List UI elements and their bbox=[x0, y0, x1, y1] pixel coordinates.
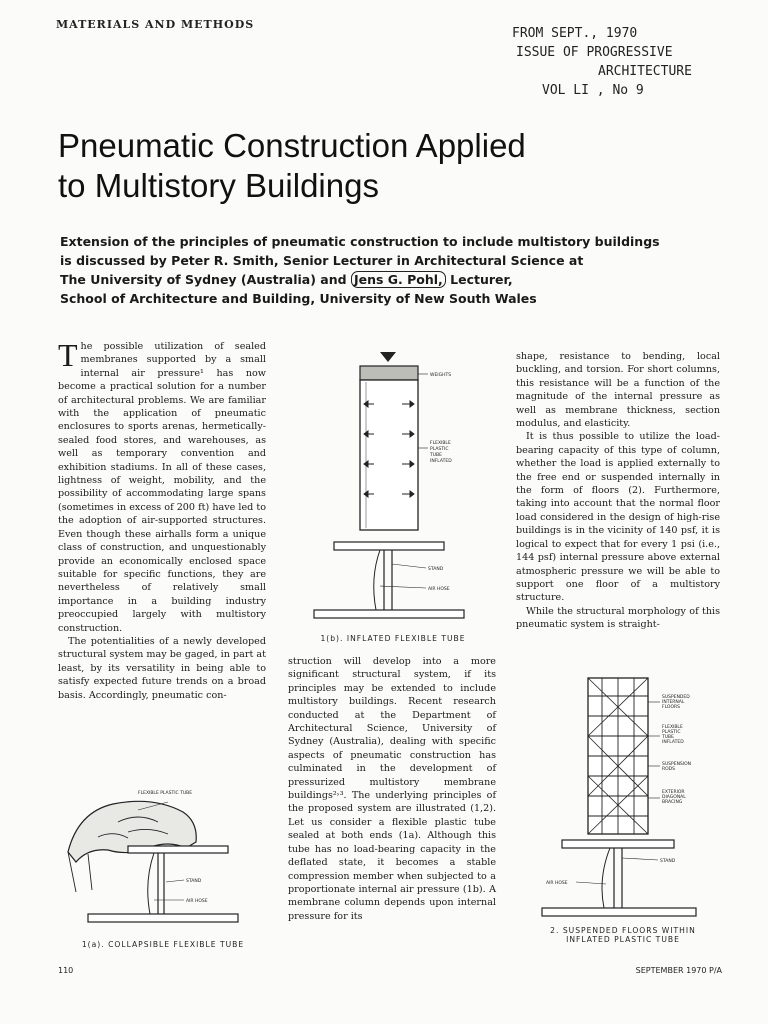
paragraph: While the structural morphology of this pneumatic system is straight- bbox=[516, 605, 720, 631]
title-line: Pneumatic Construction Applied bbox=[58, 127, 526, 164]
annotation-line: FROM SEPT., 1970 bbox=[512, 26, 638, 41]
figure-label: WEIGHTS bbox=[430, 373, 452, 378]
article-subtitle bbox=[60, 232, 720, 308]
figure-label: PLASTIC bbox=[430, 447, 449, 452]
paragraph: struction will develop into a more significant structural system, if its principles may be extended to include multistory buildings. Recent research conducted at the Department of Architectural Science, University of Sydney (Australia), dealing with specific aspects of pneumatic construction has culminated in the development of pressurized multistory membrane buildings²˒³. The underlying principles of the proposed system are illustrated (1,2). Let us consider a flexible plastic tube sealed at both ends (1a). Although this tube has no load-bearing capacity in the deflated state, it becomes a stable compression member when subjected to a proportionate internal air pressure (1b). A membrane column depends upon internal pressure for its bbox=[288, 656, 496, 922]
figure-label: STAND bbox=[186, 879, 202, 884]
figure-caption bbox=[518, 926, 728, 944]
paragraph: The potentialities of a newly developed structural system may be gaged, in part at least, by its versatility in being able to satisfy expected future trends on a broad basis. Accordingly, pneumatic con- bbox=[58, 635, 266, 701]
figure-2-drawing bbox=[518, 672, 728, 922]
figure-label: AIR HOSE bbox=[546, 881, 568, 886]
figure-label: INFLATED bbox=[662, 740, 684, 745]
issue-footer: SEPTEMBER 1970 P/A bbox=[635, 966, 722, 975]
figure-label: AIR HOSE bbox=[428, 587, 450, 592]
figure-label: EXTERIOR bbox=[662, 790, 685, 795]
figure-label: FLEXIBLE bbox=[662, 725, 683, 730]
figure-label: INFLATED bbox=[430, 459, 452, 464]
annotation-line: ISSUE OF PROGRESSIVE bbox=[516, 45, 673, 60]
handwritten-annotation bbox=[512, 24, 742, 100]
figure-label: FLEXIBLE PLASTIC TUBE bbox=[138, 791, 193, 796]
subtitle-line: School of Architecture and Building, University of New South Wales bbox=[60, 291, 537, 306]
subtitle-text: The University of Sydney (Australia) and bbox=[60, 272, 351, 287]
subtitle-text: Lecturer, bbox=[445, 272, 513, 287]
article-title bbox=[58, 126, 708, 206]
figure-label: TUBE bbox=[662, 735, 674, 740]
figure-label: PLASTIC bbox=[662, 730, 681, 735]
paragraph bbox=[58, 337, 266, 635]
subtitle-line: is discussed by Peter R. Smith, Senior Lecturer in Architectural Science at bbox=[60, 253, 584, 268]
caption-line: INFLATED PLASTIC TUBE bbox=[566, 935, 680, 944]
figure-caption: 1(b). INFLATED FLEXIBLE TUBE bbox=[320, 634, 466, 643]
body-column-2 bbox=[288, 655, 496, 923]
figure-caption: 1(a). COLLAPSIBLE FLEXIBLE TUBE bbox=[81, 940, 245, 949]
figure-label: SUSPENSION bbox=[662, 762, 692, 767]
figure-label: FLOORS bbox=[662, 705, 681, 710]
figure-label: AIR HOSE bbox=[186, 899, 208, 904]
figure-label: BRACING bbox=[662, 800, 683, 805]
circled-author-name: Jens G. Pohl, bbox=[351, 271, 446, 288]
page-number: 110 bbox=[58, 966, 74, 975]
body-column-3 bbox=[516, 350, 720, 632]
figure-label: TUBE bbox=[430, 453, 442, 458]
caption-line: 2. SUSPENDED FLOORS WITHIN bbox=[550, 926, 696, 935]
figure-1b bbox=[288, 348, 498, 648]
body-column-1 bbox=[58, 337, 266, 702]
figure-1a bbox=[58, 782, 268, 952]
figure-label: DIAGONAL bbox=[662, 795, 686, 800]
annotation-line: ARCHITECTURE bbox=[598, 64, 692, 79]
title-line: to Multistory Buildings bbox=[58, 167, 379, 204]
figure-label: RODS bbox=[662, 767, 675, 772]
drop-cap: T bbox=[58, 337, 78, 373]
paragraph: It is thus possible to utilize the load-bearing capacity of this type of column, whether the load is applied externally to the free end or suspended internally in the form of floors (2). Furthermore, taking into account that the normal floor load considered in the design of high-rise buildings is in the vicinity of 140 psf, it is logical to expect that for every 1 psi (i.e., 144 psf) internal pressure above external atmospheric pressure we will be able to support one floor of a multistory structure. bbox=[516, 431, 720, 604]
subtitle-line: Extension of the principles of pneumatic construction to include multistory buildings bbox=[60, 234, 660, 249]
paragraph: shape, resistance to bending, local buckling, and torsion. For short columns, this resistance will be a function of the magnitude of the internal pressure as well as membrane thickness, section modulus, and elasticity. bbox=[516, 351, 720, 430]
annotation-line: VOL LI , No 9 bbox=[542, 83, 644, 98]
section-label: MATERIALS AND METHODS bbox=[56, 18, 255, 31]
paragraph-text: he possible utilization of sealed membranes supported by a small internal air pressure¹ has now become a practical solution for a number of architectural problems. We are familiar with the application of pneumatic enclosures to sports arenas, hermetically-sealed food stores, and warehouses, as well as temporary convention and exhibition stadiums. In all of these cases, lightness of weight, mobility, and the possibility of accommodating large spans (sometimes in excess of 200 ft) have led to the adoption of air-supported structures. Even though these airhalls form a unique class of construction, and unquestionably provide an economically enclosed space suitable for specific functions, they are nevertheless of relatively small importance in a building industry preoccupied largely with multistory construction. bbox=[58, 341, 266, 634]
figure-label: STAND bbox=[660, 859, 676, 864]
figure-2 bbox=[518, 672, 728, 950]
figure-label: FLEXIBLE bbox=[430, 441, 451, 446]
figure-label: SUSPENDED bbox=[662, 695, 690, 700]
subtitle-line bbox=[60, 270, 720, 289]
figure-1b-drawing bbox=[288, 348, 498, 628]
figure-label: STAND bbox=[428, 567, 444, 572]
figure-label: INTERNAL bbox=[662, 700, 685, 705]
figure-1a-drawing bbox=[58, 782, 268, 932]
